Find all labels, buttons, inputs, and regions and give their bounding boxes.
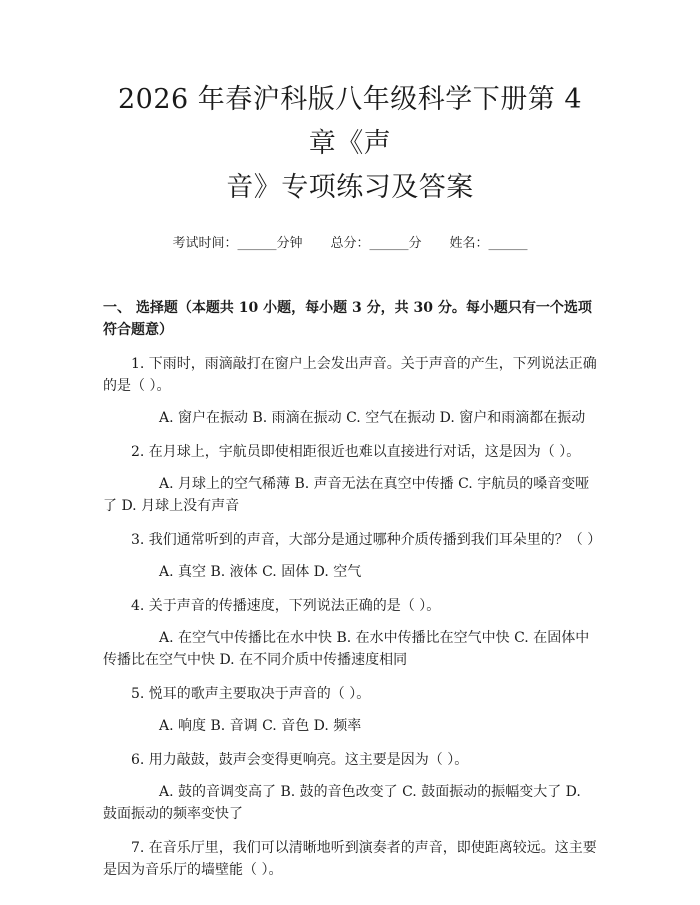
question-stem: 7. 在音乐厅里，我们可以清晰地听到演奏者的声音，即使距离较远。这主要是因为音乐厅的墙壁能（ ）。 (103, 840, 597, 878)
exam-time: 考试时间：______分钟 (172, 236, 303, 251)
question-options: A. 窗户在振动 B. 雨滴在振动 C. 空气在振动 D. 窗户和雨滴都在振动 (159, 410, 586, 426)
document-title (103, 78, 597, 210)
question-stem: 5. 悦耳的歌声主要取决于声音的（ ）。 (131, 686, 371, 702)
title-line-2: 音》专项练习及答案 (226, 172, 474, 203)
exam-score: 总分：______分 (330, 236, 422, 251)
question-list (103, 353, 602, 881)
question-stem: 6. 用力敲鼓，鼓声会变得更响亮。这主要是因为（ ）。 (131, 752, 469, 768)
exam-info (103, 232, 597, 251)
question-options: A. 在空气中传播比在水中快 B. 在水中传播比在空气中快 C. 在固体中传播比在空气中快 D. 在不同介质中传播速度相同 (103, 630, 590, 668)
question-stem: 3. 我们通常听到的声音，大部分是通过哪种介质传播到我们耳朵里的？（ ） (131, 532, 602, 548)
question-options: A. 响度 B. 音调 C. 音色 D. 频率 (159, 718, 362, 734)
question-options: A. 真空 B. 液体 C. 固体 D. 空气 (159, 564, 362, 580)
title-line-1: 2026 年春沪科版八年级科学下册第 4 章《声 (117, 84, 583, 159)
question-stem: 2. 在月球上，宇航员即使相距很近也难以直接进行对话，这是因为（ ）。 (131, 444, 581, 460)
question-stem: 1. 下雨时，雨滴敲打在窗户上会发出声音。关于声音的产生，下列说法正确的是（ ）。 (103, 356, 597, 394)
question-stem: 4. 关于声音的传播速度，下列说法正确的是（ ）。 (131, 598, 441, 614)
exam-name: 姓名：______ (449, 236, 528, 251)
question-options: A. 鼓的音调变高了 B. 鼓的音色改变了 C. 鼓面振动的振幅变大了 D. 鼓面振动的频率变快了 (103, 784, 581, 822)
question-options: A. 月球上的空气稀薄 B. 声音无法在真空中传播 C. 宇航员的嗓音变哑了 D. 月球上没有声音 (103, 476, 590, 514)
section-heading: 一、 选择题（本题共 10 小题，每小题 3 分，共 30 分。每小题只有一个选项符合题意） (103, 300, 592, 338)
